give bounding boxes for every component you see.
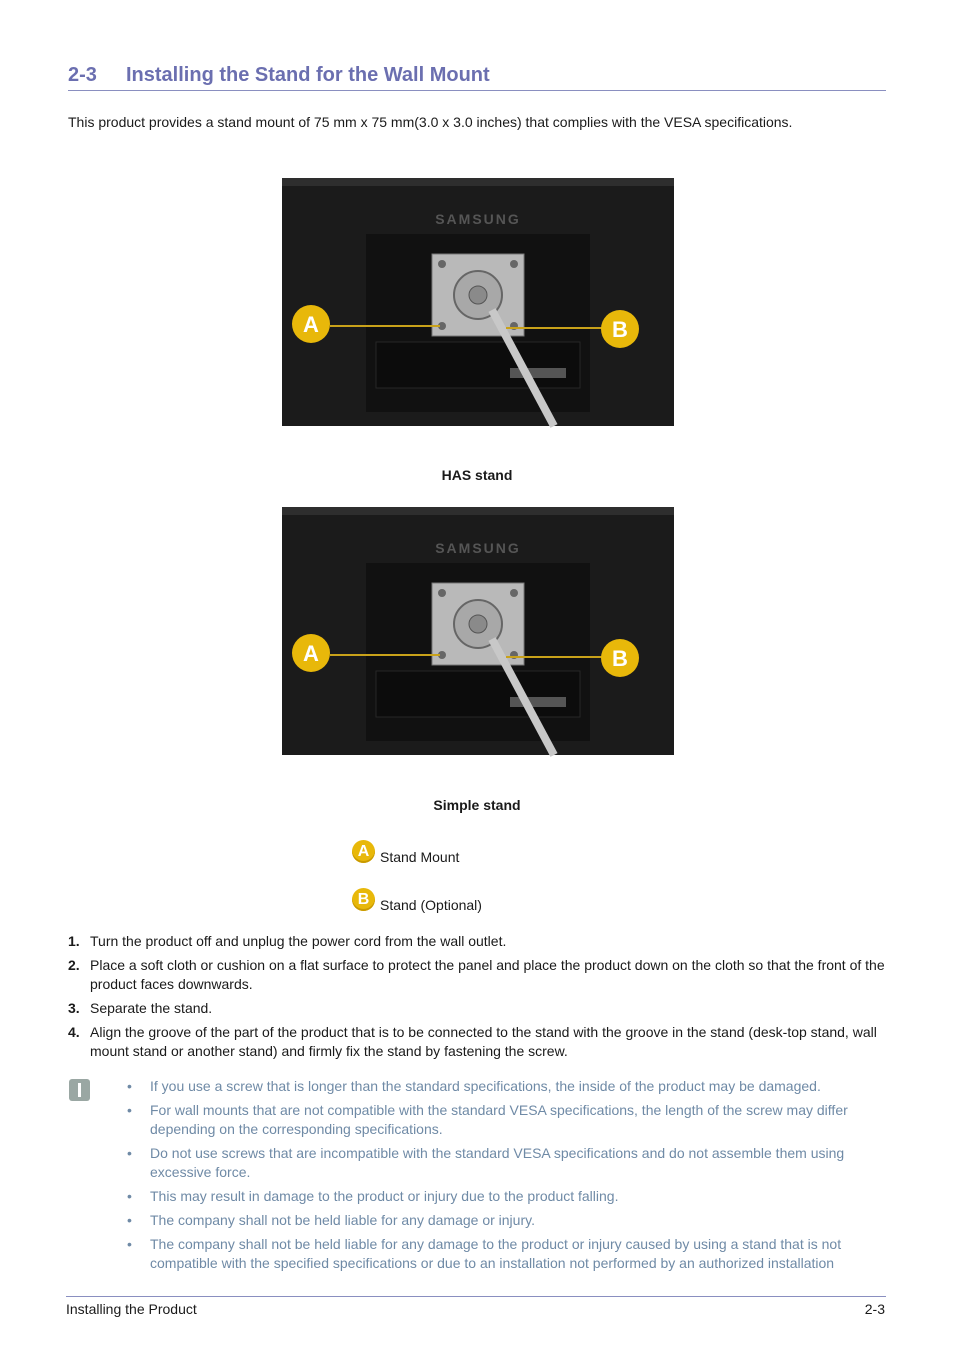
steps-list	[68, 932, 886, 1066]
legend-text: Stand (Optional)	[380, 897, 482, 913]
list-item	[127, 1235, 879, 1273]
list-item	[127, 1101, 879, 1139]
footer-divider	[66, 1296, 886, 1297]
badge-b-icon: B	[352, 888, 375, 911]
notes-list	[127, 1077, 879, 1278]
step-number: 3.	[68, 1000, 80, 1016]
bullet-icon: •	[127, 1188, 132, 1204]
note-text: This may result in damage to the product or injury due to the product falling.	[150, 1188, 619, 1204]
list-item	[127, 1211, 879, 1230]
note-text: If you use a screw that is longer than the standard specifications, the inside of the product may be damaged.	[150, 1078, 821, 1094]
footer-page-number: 2-3	[864, 1301, 885, 1317]
simple-stand-figure	[280, 507, 676, 759]
list-item	[68, 956, 886, 994]
intro-paragraph: This product provides a stand mount of 75 mm x 75 mm(3.0 x 3.0 inches) that complies with the VESA specifications.	[68, 114, 793, 130]
marker-a-label: A	[303, 312, 319, 337]
list-item	[68, 999, 886, 1018]
section-title: Installing the Stand for the Wall Mount	[126, 64, 490, 86]
marker-a-label: A	[303, 641, 319, 666]
legend-item-b	[352, 888, 482, 913]
note-icon	[69, 1079, 90, 1101]
legend-text: Stand Mount	[380, 849, 460, 865]
step-number: 2.	[68, 957, 80, 973]
step-number: 1.	[68, 933, 80, 949]
list-item	[68, 932, 886, 951]
section-number: 2-3	[68, 64, 97, 86]
list-item	[127, 1187, 879, 1206]
figure-caption-simple-stand: Simple stand	[433, 797, 521, 813]
badge-a-icon: A	[352, 840, 375, 863]
brand-logo: SAMSUNG	[435, 540, 521, 556]
bullet-icon: •	[127, 1102, 132, 1118]
step-text: Place a soft cloth or cushion on a flat surface to protect the panel and place the product down on the cloth so that the front of the product faces downwards.	[90, 957, 885, 992]
has-stand-figure	[280, 178, 676, 430]
note-text: The company shall not be held liable for any damage to the product or injury caused by using a stand that is not compatible with the specified specifications or due to an installation not performed by an authorized installation	[150, 1236, 842, 1271]
figure-caption-has-stand: HAS stand	[441, 467, 513, 483]
step-text: Separate the stand.	[90, 1000, 213, 1016]
footer-chapter: Installing the Product	[66, 1301, 197, 1317]
list-item	[127, 1077, 879, 1096]
marker-b-label: B	[612, 317, 628, 342]
brand-logo: SAMSUNG	[435, 211, 521, 227]
section-heading	[68, 62, 886, 91]
step-number: 4.	[68, 1024, 80, 1040]
step-text: Turn the product off and unplug the power cord from the wall outlet.	[90, 933, 507, 949]
step-text: Align the groove of the part of the product that is to be connected to the stand with the groove in the stand (desk-top stand, wall mount stand or another stand) and firmly fix the stand by fastening the screw.	[90, 1024, 877, 1059]
bullet-icon: •	[127, 1078, 132, 1094]
marker-b-label: B	[612, 646, 628, 671]
note-text: Do not use screws that are incompatible with the standard VESA specifications and do not assemble them using excessive force.	[150, 1145, 845, 1180]
bullet-icon: •	[127, 1145, 132, 1161]
note-text: The company shall not be held liable for any damage or injury.	[150, 1212, 535, 1228]
list-item	[127, 1144, 879, 1182]
list-item	[68, 1023, 886, 1061]
bullet-icon: •	[127, 1236, 132, 1252]
note-text: For wall mounts that are not compatible with the standard VESA specifications, the length of the screw may differ depending on the corresponding specifications.	[150, 1102, 848, 1137]
legend-item-a	[352, 840, 459, 865]
bullet-icon: •	[127, 1212, 132, 1228]
